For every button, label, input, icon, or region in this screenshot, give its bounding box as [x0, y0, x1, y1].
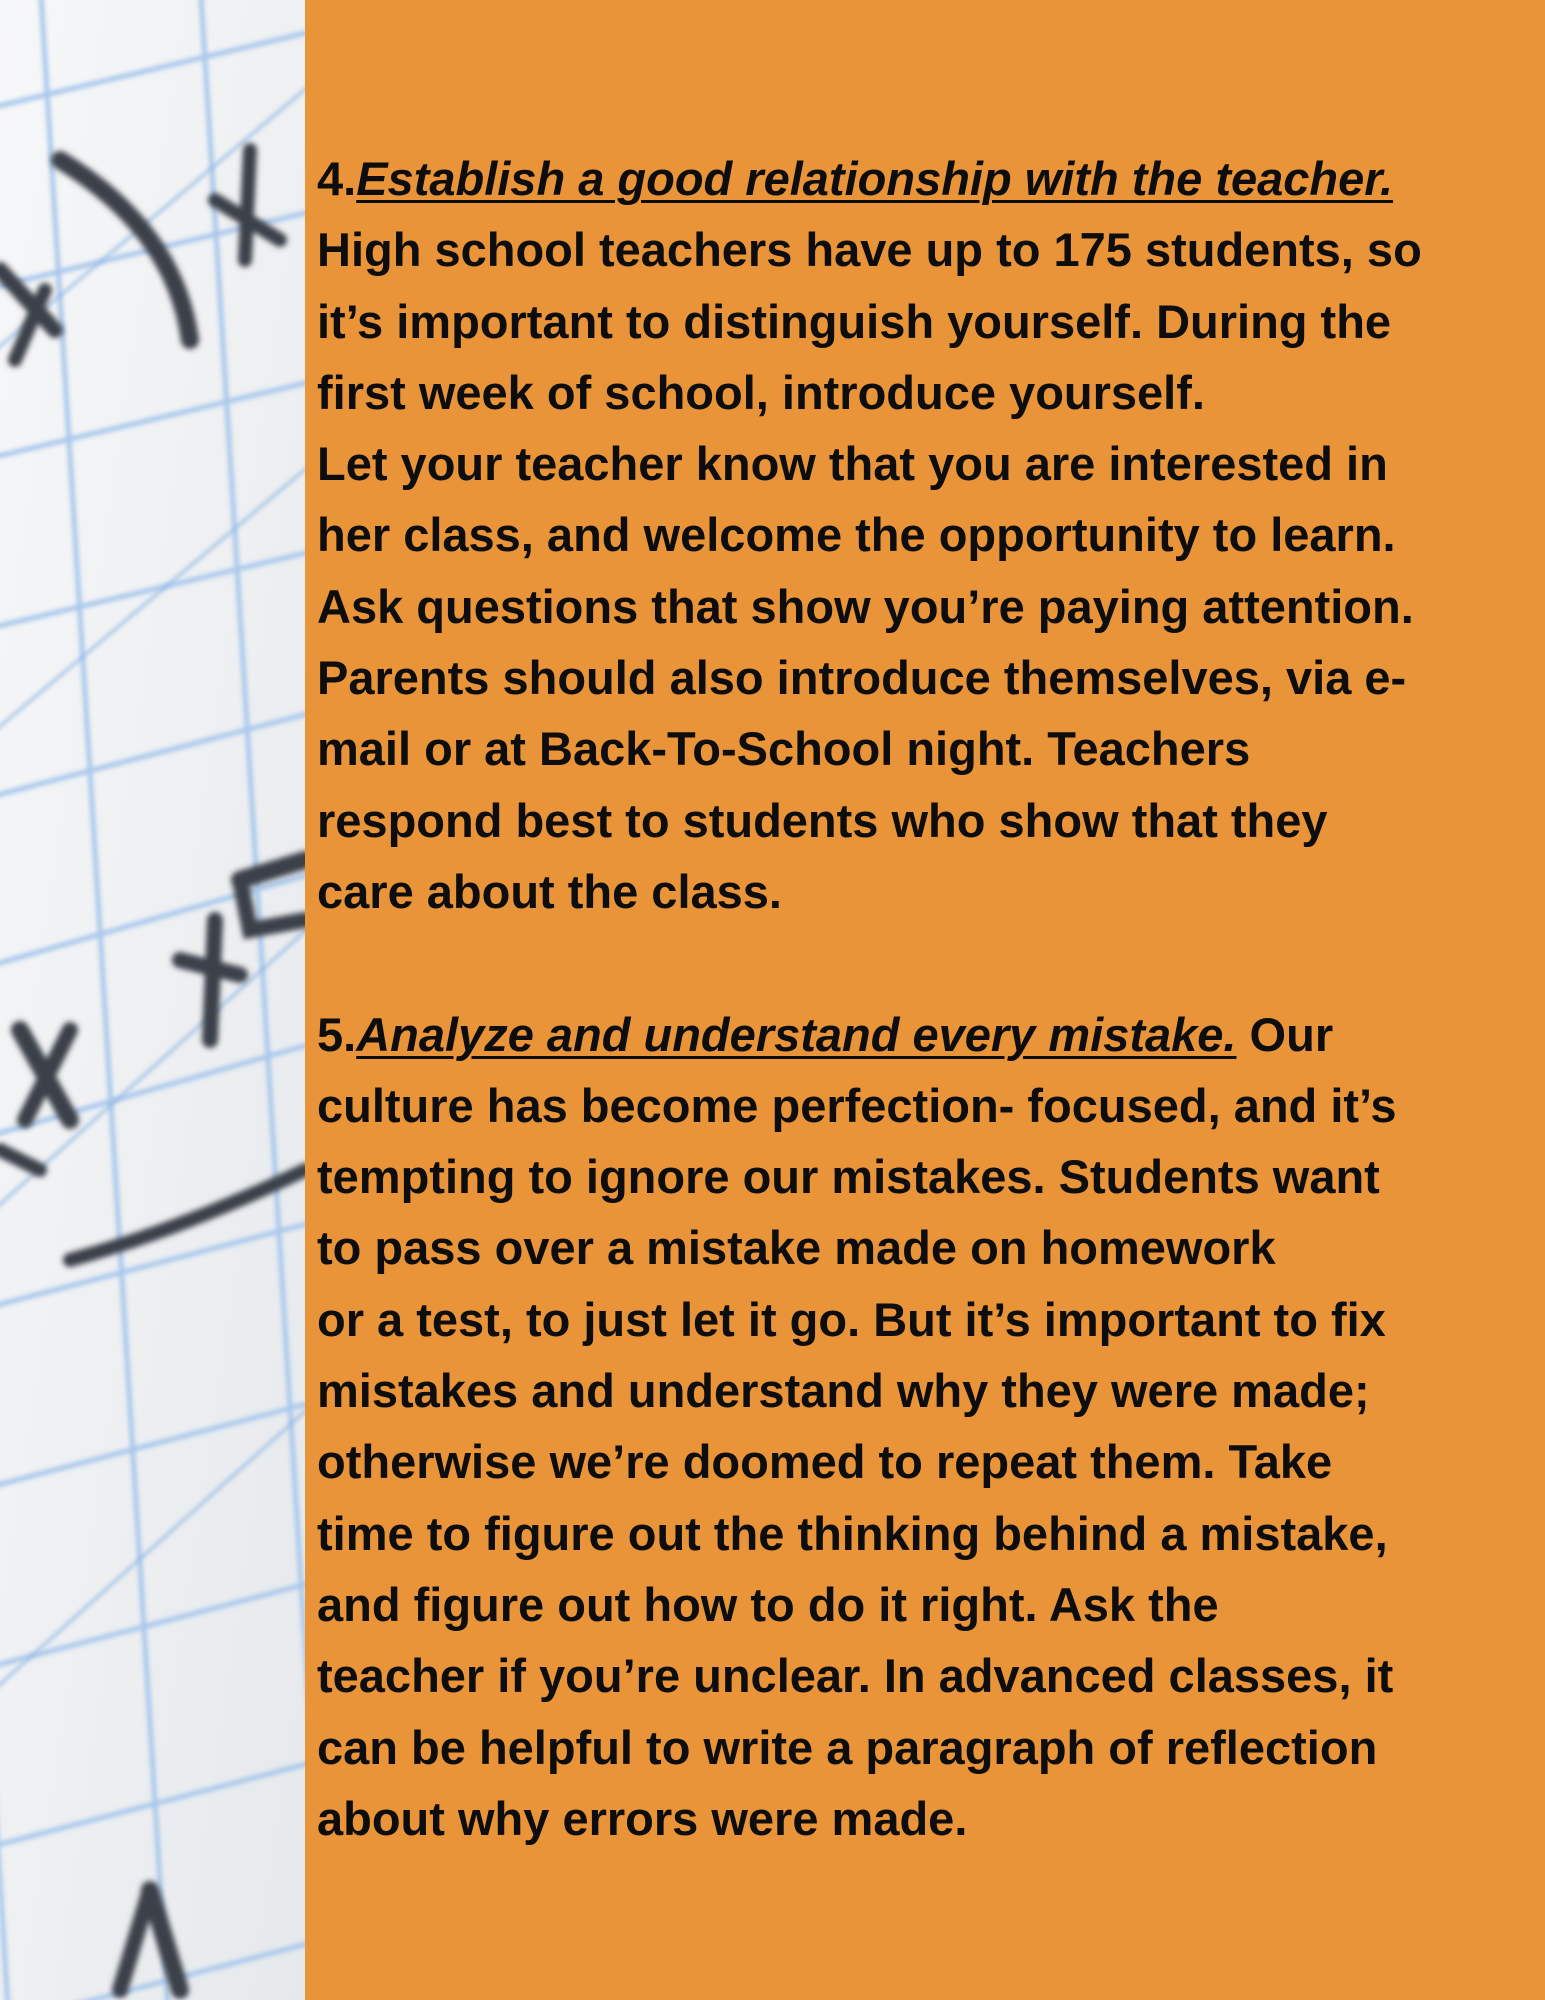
tip-4-line: respond best to students who show that they — [317, 793, 1328, 847]
tip-5-line: tempting to ignore our mistakes. Students want — [317, 1150, 1380, 1204]
tip-4-line: mail or at Back-To-School night. Teachers — [317, 722, 1251, 776]
tip-5-line: teacher if you’re unclear. In advanced classes, it — [317, 1649, 1394, 1703]
tip-5-line: or a test, to just let it go. But it’s important to fix — [317, 1292, 1386, 1346]
tip-4-number: 4. — [317, 152, 357, 205]
tip-5-line: can be helpful to write a paragraph of reflection — [317, 1720, 1378, 1774]
tip-4-line: first week of school, introduce yourself. — [317, 365, 1205, 419]
tip-4-line: Ask questions that show you’re paying attention. — [317, 579, 1414, 633]
tip-4-heading-line — [317, 143, 1537, 214]
graph-paper-photo — [0, 0, 305, 2000]
article-body — [317, 143, 1537, 1854]
tip-5-line: and figure out how to do it right. Ask the — [317, 1577, 1219, 1631]
tip-5-number: 5. — [317, 1007, 357, 1061]
orange-text-panel — [305, 0, 1545, 2000]
tip-5-line: mistakes and understand why they were made; — [317, 1364, 1370, 1418]
tip-4-line: her class, and welcome the opportunity to learn. — [317, 508, 1396, 562]
tip-4-line: it’s important to distinguish yourself. During the — [317, 294, 1392, 348]
tip-5-line: otherwise we’re doomed to repeat them. Take — [317, 1435, 1333, 1489]
tip-5-line: time to figure out the thinking behind a mistake, — [317, 1506, 1388, 1560]
tip-4-line: Parents should also introduce themselves, via e- — [317, 651, 1407, 705]
paragraph-spacer — [317, 927, 1537, 998]
tip-4-heading: Establish a good relationship with the teacher. — [356, 152, 1394, 205]
tip-5-line: culture has become perfection- focused, and it’s — [317, 1078, 1397, 1132]
tip-4-line: High school teachers have up to 175 students, so — [317, 223, 1422, 277]
tip-5-heading-tail: Our — [1236, 1007, 1334, 1061]
tip-5-line: to pass over a mistake made on homework — [317, 1221, 1276, 1275]
tip-5-line: about why errors were made. — [317, 1791, 968, 1845]
tip-5-heading: Analyze and understand every mistake. — [356, 1007, 1237, 1061]
tip-4-line: care about the class. — [317, 864, 782, 918]
graph-paper-illustration — [0, 0, 305, 2000]
tip-4-line: Let your teacher know that you are interested in — [317, 437, 1388, 491]
tip-5-heading-line — [317, 999, 1537, 1070]
